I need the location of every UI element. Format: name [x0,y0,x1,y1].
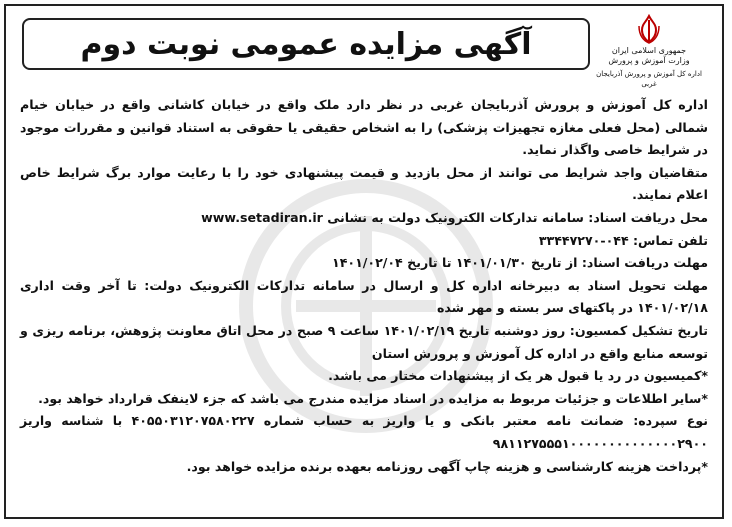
label-deposit: نوع سپرده: [623,413,708,429]
label-commission: تاریخ تشکیل کمسیون: [565,322,708,338]
deposit-text: ضمانت نامه معتبر بانکی و یا واریز به حساب شماره ۴۰۵۵۰۳۱۲۰۷۵۸۰۲۲۷ با شناسه واریز ۹۸۱۱۲۷۵۵۵۱۰۰۰۰۰۰۰۰۰۰۰۰۰۰۲۹۰۰ [20,413,708,451]
logo-line-republic: جمهوری اسلامی ایران [611,46,687,55]
label-documents-location: محل دریافت اسناد: [583,209,708,225]
label-phone: تلفن تماس: [628,232,708,248]
notice-title: آگهی مزایده عمومی نوبت دوم [22,18,590,70]
paragraph-costs: *پرداخت هزینه کارشناسی و هزینه چاپ آگهی روزنامه بعهده برنده مزایده خواهد بود. [186,458,708,474]
emblem-icon [636,14,662,44]
paragraph-commission-rights: *کمیسیون در رد یا قبول هر یک از پیشنهادات مختار می باشد. [328,368,708,384]
logo-line-department: اداره کل آموزش و پرورش آذربایجان غربی [596,70,702,88]
notice-body [20,94,708,478]
paragraph-submission-deadline: مهلت تحویل اسناد به دبیرخانه اداره کل و ارسال در سامانه تدارکات الکترونیک دولت: تا آخر وقت اداری ۱۴۰۱/۰۲/۱۸ در پاکتهای سر بسته و مهر شده [20,277,708,316]
documents-location-text: سامانه تدارکات الکترونیک دولت به نشانی [322,209,584,225]
documents-deadline-text: از تاریخ ۱۴۰۱/۰۱/۳۰ تا تاریخ ۱۴۰۱/۰۲/۰۴ [332,255,578,271]
setadiran-link[interactable]: www.setadiran.ir [201,209,323,225]
phone-number: ۰۴۴-۳۳۴۴۷۲۷۰ [538,232,629,248]
paragraph-phone [20,230,708,253]
paragraph-applicants: متقاضیان واجد شرایط می توانند از محل بازدید و قیمت پیشنهادی خود را با رعایت موارد برگ شرایط خاص اعلام نمایند. [20,164,708,203]
header [6,6,722,92]
paragraph-documents-location [20,207,708,230]
paragraph-commission [20,320,708,365]
notice-frame [4,4,724,519]
ministry-logo [588,14,710,86]
paragraph-intro: اداره کل آموزش و پرورش آذربایجان غربی در نظر دارد ملک واقع در خیابان کاشانی واقع در خیابان خیام شمالی (محل فعلی مغازه تجهیزات پزشکی) را به اشخاص حقیقی یا حقوقی به استناد قوانین و مقررات موجود در شرایط خاصی واگذار نماید. [20,97,708,158]
logo-line-ministry: وزارت آموزش و پرورش [608,56,690,65]
commission-text: روز دوشنبه تاریخ ۱۴۰۱/۰۲/۱۹ ساعت ۹ صبح در محل اتاق معاونت پژوهش، برنامه ریزی و توسعه منابع واقع در اداره کل آموزش و پرورش استان [20,322,708,361]
paragraph-other-info: *سایر اطلاعات و جزئیات مربوط به مزایده در اسناد مزایده مندرج می باشد که جزء لاینفک قرارداد خواهد بود. [38,390,708,406]
label-documents-deadline: مهلت دریافت اسناد: [577,255,708,271]
paragraph-documents-deadline [20,252,708,275]
paragraph-deposit [20,410,708,455]
